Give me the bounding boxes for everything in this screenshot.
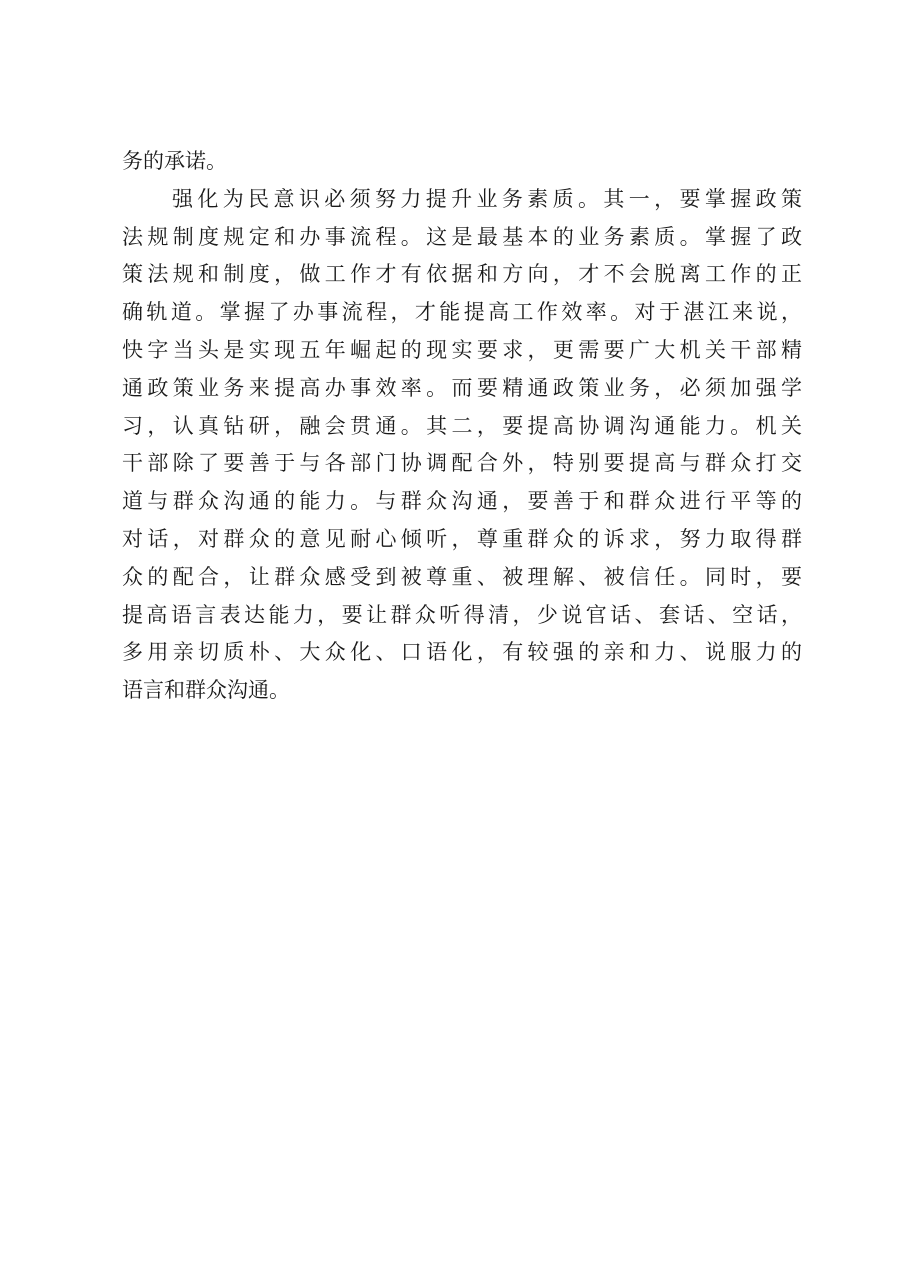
body-text [122, 143, 802, 710]
text-line: 通政策业务来提高办事效率。而要精通政策业务，必须加强学 [122, 375, 802, 400]
text-line: 道与群众沟通的能力。与群众沟通，要善于和群众进行平等的 [122, 489, 802, 514]
text-line: 务的承诺。 [122, 149, 227, 173]
text-line: 快字当头是实现五年崛起的现实要求，更需要广大机关干部精 [122, 337, 802, 362]
text-line: 习，认真钻研，融会贯通。其二，要提高协调沟通能力。机关 [122, 413, 802, 438]
text-line: 多用亲切质朴、大众化、口语化，有较强的亲和力、说服力的 [122, 640, 802, 665]
text-line: 众的配合，让群众感受到被尊重、被理解、被信任。同时，要 [122, 564, 802, 589]
text-line: 确轨道。掌握了办事流程，才能提高工作效率。对于湛江来说， [122, 300, 802, 325]
paragraph-first-line: 强化为民意识必须努力提升业务素质。其一，要掌握政策 [172, 186, 802, 211]
text-line: 干部除了要善于与各部门协调配合外，特别要提高与群众打交 [122, 451, 802, 476]
text-line: 法规制度规定和办事流程。这是最基本的业务素质。掌握了政 [122, 224, 802, 249]
text-line: 策法规和制度，做工作才有依据和方向，才不会脱离工作的正 [122, 262, 802, 287]
text-line: 提高语言表达能力，要让群众听得清，少说官话、套话、空话， [122, 602, 802, 627]
text-line: 语言和群众沟通。 [122, 678, 290, 703]
text-line: 对话，对群众的意见耐心倾听，尊重群众的诉求，努力取得群 [122, 526, 802, 551]
